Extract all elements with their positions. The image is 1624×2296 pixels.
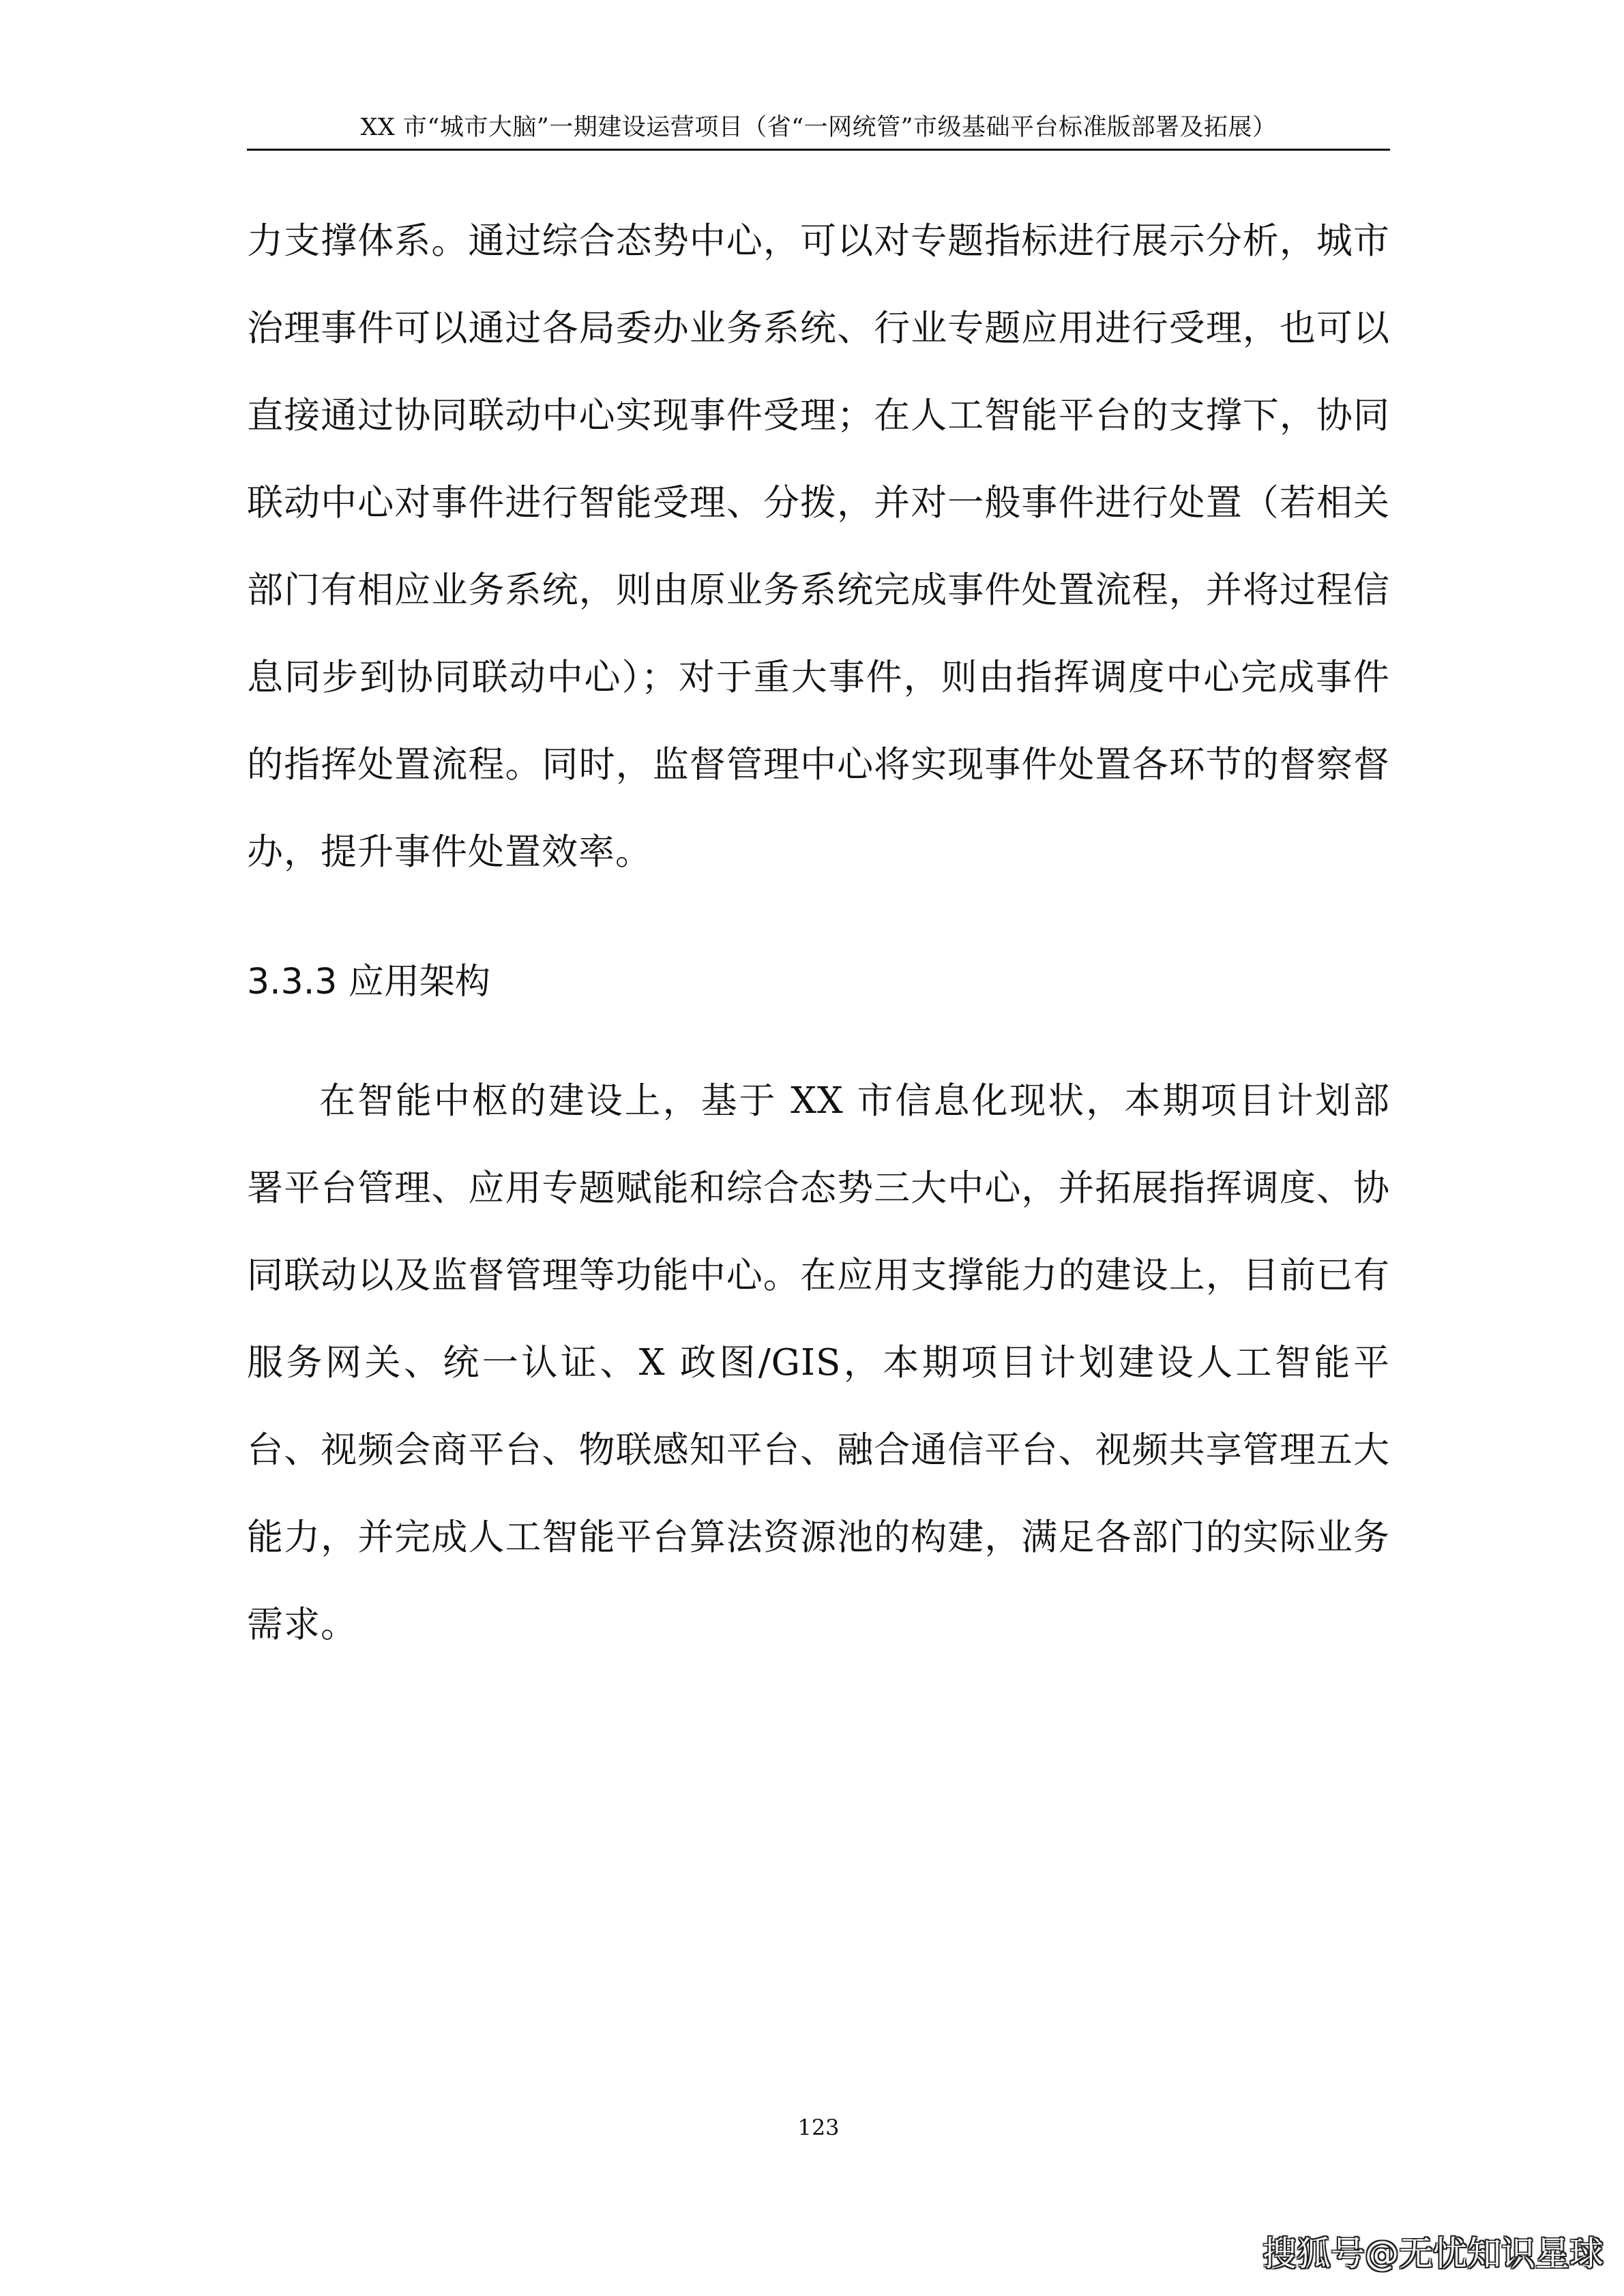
- body-paragraph-1: 力支撑体系。通过综合态势中心，可以对专题指标进行展示分析，城市治理事件可以通过各局委办业务系统、行业专题应用进行受理，也可以直接通过协同联动中心实现事件受理；在人工智能平台的支撑下，协同联动中心对事件进行智能受理、分拨，并对一般事件进行处置（若相关部门有相应业务系统，则由原业务系统完成事件处置流程，并将过程信息同步到协同联动中心）；对于重大事件，则由指挥调度中心完成事件的指挥处置流程。同时，监督管理中心将实现事件处置各环节的督察督办，提升事件处置效率。: [247, 220, 1390, 873]
- header-divider: [247, 149, 1390, 151]
- section-heading: 3.3.3 应用架构: [247, 961, 490, 1002]
- body-paragraph-2: 在智能中枢的建设上，基于 XX 市信息化现状，本期项目计划部署平台管理、应用专题赋能和综合态势三大中心，并拓展指挥调度、协同联动以及监督管理等功能中心。在应用支撑能力的建设上，目前已有服务网关、统一认证、X 政图/GIS，本期项目计划建设人工智能平台、视频会商平台、物联感知平台、融合通信平台、视频共享管理五大能力，并完成人工智能平台算法资源池的构建，满足各部门的实际业务需求。: [247, 1080, 1390, 1645]
- page-number: 123: [797, 2115, 840, 2141]
- page-header: XX 市“城市大脑”一期建设运营项目（省“一网统管”市级基础平台标准版部署及拓展）: [360, 114, 1277, 141]
- watermark: 搜狐号@无忧知识星球: [1263, 2234, 1604, 2273]
